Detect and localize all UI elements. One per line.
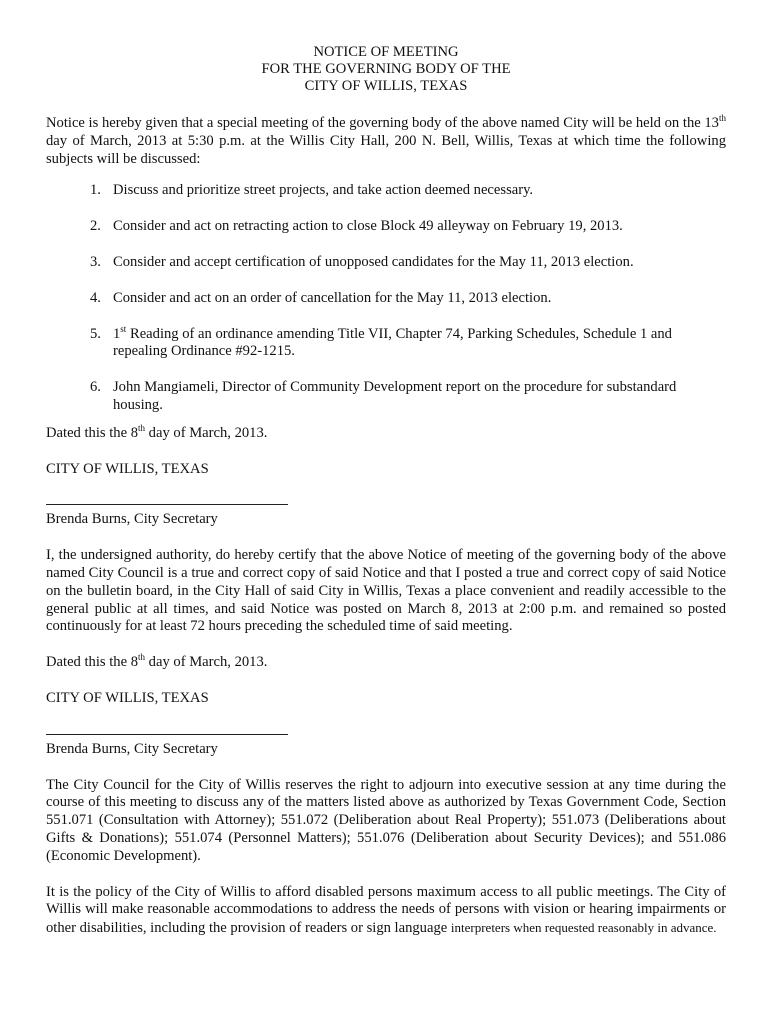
agenda-item: 4. Consider and act on an order of cancellation for the May 11, 2013 election. — [90, 289, 552, 306]
city-name-1: CITY OF WILLIS, TEXAS — [46, 460, 209, 477]
secretary-name-2: Brenda Burns, City Secretary — [46, 740, 218, 757]
agenda-item: 3. Consider and accept certification of unopposed candidates for the May 11, 2013 election. — [90, 253, 634, 270]
accessibility-policy-paragraph: It is the policy of the City of Willis to afford disabled persons maximum access to all public meetings. The City of Willis will make reasonable accommodations to address the needs of persons with vision or hearing impairments or other disabilities, including the provision of readers or sign language interpreters when requested reasonably in advance. — [46, 883, 726, 937]
title-line-2: FOR THE GOVERNING BODY OF THE — [261, 61, 511, 77]
title-line-3: CITY OF WILLIS, TEXAS — [304, 78, 468, 94]
dated-line-1: Dated this the 8th day of March, 2013. — [46, 422, 268, 441]
agenda-item: 5. 1st Reading of an ordinance amending Title VII, Chapter 74, Parking Schedules, Schedule 1 and repealing Ordinance #92-1215. — [90, 323, 672, 360]
signature-line-2 — [46, 716, 288, 735]
certification-paragraph: I, the undersigned authority, do hereby certify that the above Notice of meeting of the governing body of the above named City Council is a true and correct copy of said Notice and that I posted a true and correct copy of said Notice on the bulletin board, in the City Hall of said City in Willis, Texas a place convenient and readily accessible to the general public at all times, and said Notice was posted on March 8, 2013 at 2:00 p.m. and remained so posted continuously for at least 72 hours preceding the scheduled time of said meeting. — [46, 547, 726, 635]
dated-line-2: Dated this the 8th day of March, 2013. — [46, 652, 268, 671]
notice-document — [46, 44, 726, 938]
intro-paragraph: Notice is hereby given that a special meeting of the governing body of the above named City will be held on the 13th day of March, 2013 at 5:30 p.m. at the Willis City Hall, 200 N. Bell, Willis, Texas at which time the following subjects will be discussed: — [46, 113, 726, 167]
secretary-name-1: Brenda Burns, City Secretary — [46, 511, 218, 528]
agenda-item: 1. Discuss and prioritize street projects, and take action deemed necessary. — [90, 182, 534, 199]
city-name-2: CITY OF WILLIS, TEXAS — [46, 689, 209, 706]
title-line-1: NOTICE OF MEETING — [313, 44, 459, 60]
executive-session-paragraph: The City Council for the City of Willis reserves the right to adjourn into executive session at any time during the course of this meeting to discuss any of the matters listed above as authorized by Texas Government Code, Section 551.071 (Consultation with Attorney); 551.072 (Deliberation about Real Property); 551.073 (Deliberations about Gifts & Donations); 551.074 (Personnel Matters); 551.076 (Deliberation about Security Devices); and 551.086 (Economic Development). — [46, 776, 726, 864]
agenda-item: 2. Consider and act on retracting action to close Block 49 alleyway on February 19, 2013. — [90, 218, 623, 235]
agenda-list — [46, 182, 726, 414]
signature-line-1 — [46, 486, 288, 505]
agenda-item: 6. John Mangiameli, Director of Community Development report on the procedure for substandard housing. — [90, 379, 677, 413]
notice-title — [46, 44, 726, 95]
